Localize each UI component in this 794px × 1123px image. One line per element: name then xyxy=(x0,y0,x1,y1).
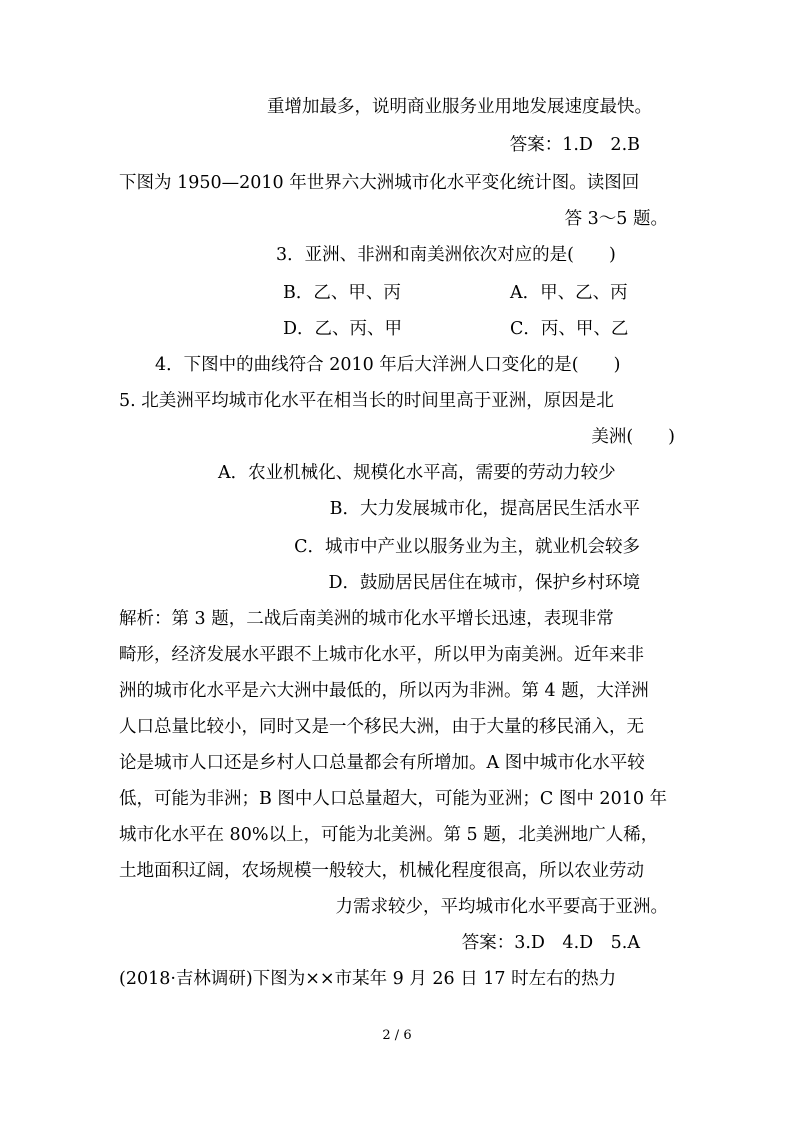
option-c: C．城市中产业以服务业为主，就业机会较多 xyxy=(294,537,640,557)
text-line: 美洲( ) xyxy=(591,427,675,447)
analysis-line: 土地面积辽阔，农场规模一般较大，机械化程度很高，所以农业劳动 xyxy=(119,861,644,881)
analysis-line: 论是城市人口还是乡村人口总量都会有所增加。A 图中城市化水平较 xyxy=(119,753,645,773)
analysis-line: 力需求较少，平均城市化水平要高于亚洲。 xyxy=(335,897,668,917)
option-a: A．甲、乙、丙 xyxy=(510,283,628,303)
answer-line: 答案：3.D 4.D 5.A xyxy=(461,933,640,953)
question-3: 3．亚洲、非洲和南美洲依次对应的是( ) xyxy=(276,245,616,265)
analysis-line: 解析：第 3 题，二战后南美洲的城市化水平增长迅速，表现非常 xyxy=(119,609,614,629)
analysis-line: 畸形，经济发展水平跟不上城市化水平，所以甲为南美洲。近年来非 xyxy=(119,645,644,665)
text-line: 下图为 1950—2010 年世界六大洲城市化水平变化统计图。读图回 xyxy=(119,173,640,193)
option-b: B．大力发展城市化，提高居民生活水平 xyxy=(329,499,640,519)
answer-line: 答案：1.D 2.B xyxy=(509,135,640,155)
question-5: 5. 北美洲平均城市化水平在相当长的时间里高于亚洲，原因是北 xyxy=(119,391,614,411)
text-line: (2018·吉林调研)下图为××市某年 9 月 26 日 17 时左右的热力 xyxy=(119,969,617,989)
analysis-line: 洲的城市化水平是六大洲中最低的，所以丙为非洲。第 4 题，大洋洲 xyxy=(119,681,649,701)
text-line: 重增加最多，说明商业服务业用地发展速度最快。 xyxy=(267,97,652,117)
question-4: 4．下图中的曲线符合 2010 年后大洋洲人口变化的是( ) xyxy=(155,355,621,375)
option-a: A．农业机械化、规模化水平高，需要的劳动力较少 xyxy=(218,463,616,483)
option-d: D．乙、丙、甲 xyxy=(283,319,403,339)
page-number: 2 / 6 xyxy=(382,1028,412,1043)
analysis-line: 人口总量比较小，同时又是一个移民大洲，由于大量的移民涌入，无 xyxy=(119,717,644,737)
option-b: B．乙、甲、丙 xyxy=(283,283,401,303)
text-line: 答 3～5 题。 xyxy=(564,209,668,229)
analysis-line: 城市化水平在 80%以上，可能为北美洲。第 5 题，北美洲地广人稀， xyxy=(119,825,659,845)
option-d: D．鼓励居民居住在城市，保护乡村环境 xyxy=(328,573,640,593)
option-c: C．丙、甲、乙 xyxy=(510,319,629,339)
analysis-line: 低，可能为非洲；B 图中人口总量超大，可能为亚洲；C 图中 2010 年 xyxy=(119,789,668,809)
